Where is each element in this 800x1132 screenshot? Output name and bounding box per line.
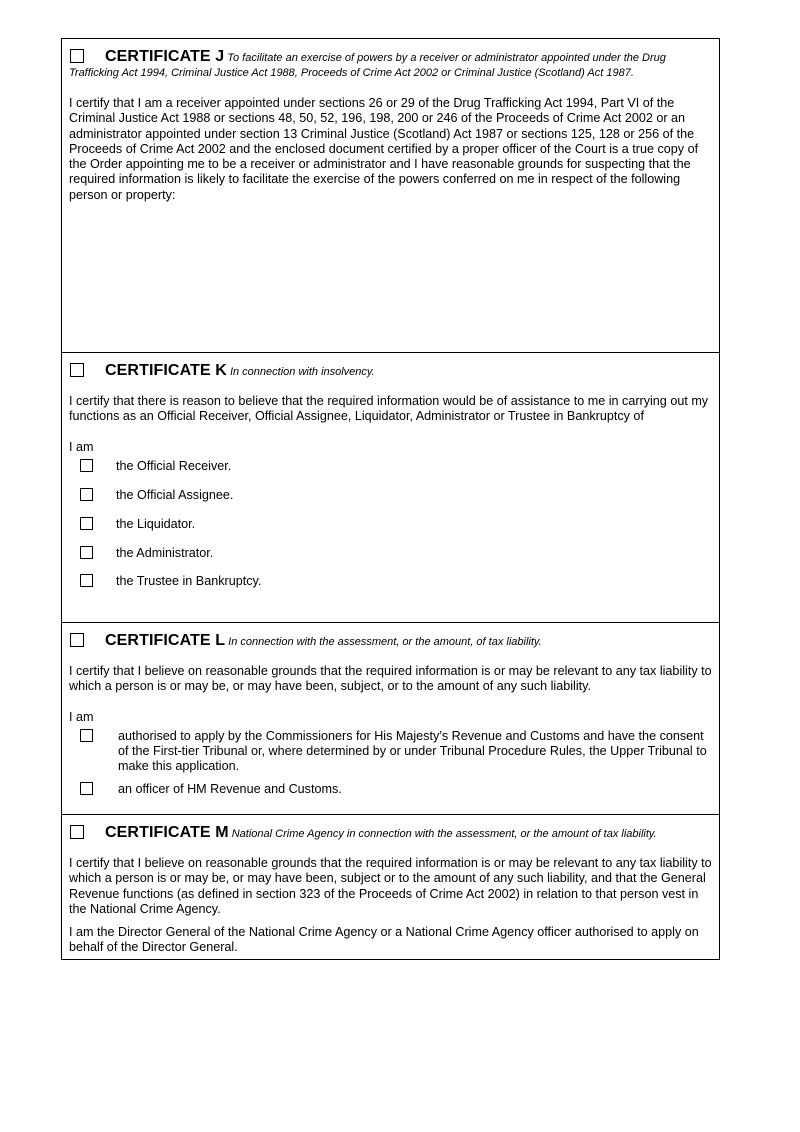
- certificate-k-header: [69, 363, 712, 380]
- certificate-j-header: [69, 49, 712, 81]
- certificate-m-statement: I certify that I believe on reasonable grounds that the required information is or may be relevant to any tax liability to which a person is or may be, or may have been, subject or to the amount of any such liability, and that the General Revenue functions (as defined in section 323 of the Proceeds of Crime Act 2002) in relation to that person vest in the National Crime Agency.: [69, 856, 712, 916]
- certificate-j-subtitle: To facilitate an exercise of powers by a receiver or administrator appointed under the Drug Trafficking Act 1994, Criminal Justice Act 1988, Proceeds of Crime Act 2002 or Criminal Justice (Scotland) Act 1987.: [69, 52, 666, 79]
- liquidator-checkbox[interactable]: [80, 517, 93, 530]
- certificate-k-title: CERTIFICATE K: [105, 362, 227, 379]
- certificate-l-options: [69, 729, 712, 797]
- option-official-assignee: [69, 488, 712, 503]
- certificate-k-options: [69, 459, 712, 590]
- certificate-l-section: [62, 622, 719, 814]
- certificate-k-section: [62, 352, 719, 622]
- certificate-k-checkbox[interactable]: [70, 363, 84, 377]
- certificate-m-header: [69, 825, 712, 842]
- option-label: the Trustee in Bankruptcy.: [116, 574, 262, 589]
- official-receiver-checkbox[interactable]: [80, 459, 93, 472]
- certificate-l-header: [69, 633, 712, 650]
- trustee-in-bankruptcy-checkbox[interactable]: [80, 574, 93, 587]
- certificate-l-checkbox[interactable]: [70, 633, 84, 647]
- authorised-by-commissioners-checkbox[interactable]: [80, 729, 93, 742]
- certificate-k-subtitle: In connection with insolvency.: [229, 366, 375, 378]
- hmrc-officer-checkbox[interactable]: [80, 782, 93, 795]
- option-hmrc-officer: [69, 782, 712, 797]
- option-official-receiver: [69, 459, 712, 474]
- certificate-j-statement: I certify that I am a receiver appointed under sections 26 or 29 of the Drug Trafficking Act 1994, Part VI of the Criminal Justice Act 1988 or sections 48, 50, 52, 196, 198, 200 or 246 of the Proceeds of Crime Act 2002 or an administrator appointed under section 13 Criminal Justice (Scotland) Act 1987 or sections 125, 128 or 256 of the Proceeds of Crime Act 2002 and the enclosed document certified by a proper officer of the Court is a true copy of the Order appointing me to be a receiver or administrator and I have reasonable grounds for suspecting that the required information is likely to facilitate the exercise of the powers conferred on me in respect of the following person or property:: [69, 96, 699, 202]
- certificate-l-title: CERTIFICATE L: [105, 632, 226, 649]
- official-assignee-checkbox[interactable]: [80, 488, 93, 501]
- certificate-m-declaration: I am the Director General of the National Crime Agency or a National Crime Agency officer authorised to apply on behalf of the Director General.: [69, 925, 699, 955]
- option-label: the Liquidator.: [116, 516, 196, 531]
- option-label: the Official Receiver.: [116, 458, 232, 473]
- certificate-j-title: CERTIFICATE J: [105, 48, 225, 65]
- certificate-m-subtitle: National Crime Agency in connection with the assessment, or the amount of tax liability.: [231, 828, 657, 840]
- certificate-k-i-am: I am: [69, 439, 94, 454]
- administrator-checkbox[interactable]: [80, 546, 93, 559]
- option-label: an officer of HM Revenue and Customs.: [118, 781, 342, 796]
- certificate-j-section: [62, 39, 719, 352]
- certificate-m-title: CERTIFICATE M: [105, 824, 229, 841]
- certificate-l-statement: I certify that I believe on reasonable grounds that the required information is or may be relevant to any tax liability to which a person is or may be, or may have been, subject, or to the amount of any such liability.: [69, 664, 712, 694]
- certificate-l-subtitle: In connection with the assessment, or the amount, of tax liability.: [228, 636, 542, 648]
- option-liquidator: [69, 517, 712, 532]
- option-label: the Official Assignee.: [116, 487, 234, 502]
- certificate-form: [61, 38, 720, 960]
- option-label: the Administrator.: [116, 545, 214, 560]
- certificate-m-checkbox[interactable]: [70, 825, 84, 839]
- option-administrator: [69, 546, 712, 561]
- option-trustee-in-bankruptcy: [69, 574, 712, 589]
- certificate-l-i-am: I am: [69, 709, 94, 724]
- certificate-m-section: [62, 814, 719, 959]
- option-label: authorised to apply by the Commissioners for His Majesty’s Revenue and Customs and have the consent of the First-tier Tribunal or, where determined by or under Tribunal Procedure Rules, the Upper Tribunal to make this application.: [118, 728, 707, 774]
- certificate-j-checkbox[interactable]: [70, 49, 84, 63]
- certificate-k-statement: I certify that there is reason to believe that the required information would be of assistance to me in carrying out my functions as an Official Receiver, Official Assignee, Liquidator, Administrator or Trustee in Bankruptcy of: [69, 394, 709, 424]
- option-authorised-by-commissioners: [69, 729, 712, 775]
